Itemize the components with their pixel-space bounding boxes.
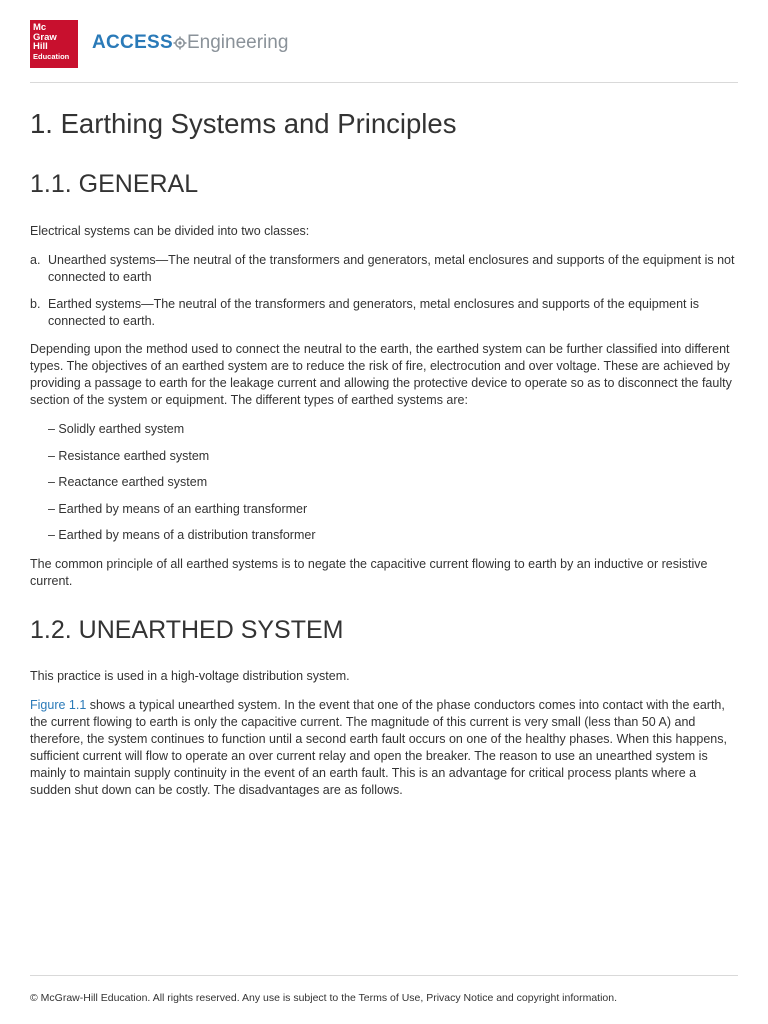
paragraph: Electrical systems can be divided into two classes: xyxy=(30,224,310,238)
logo-line: Hill xyxy=(33,41,48,53)
copyright-footer: © McGraw-Hill Education. All rights reserved. Any use is subject to the Terms of Use, Privacy Notice and copyright information. xyxy=(30,992,618,1004)
list-item: – Earthed by means of a distribution transformer xyxy=(48,528,316,542)
logo-line: Mc xyxy=(33,22,47,33)
footer-divider xyxy=(30,975,738,976)
paragraph: This practice is used in a high-voltage distribution system. xyxy=(30,669,350,683)
figure-link[interactable]: Figure 1.1 xyxy=(30,698,87,712)
list-item: – Solidly earthed system xyxy=(48,422,185,436)
brand-engineering: Engineering xyxy=(186,32,289,53)
paragraph: The common principle of all earthed systems is to negate the capacitive current flowing to earth by an inductive or resistive current. xyxy=(30,557,708,588)
list-item-text: Unearthed systems—The neutral of the transformers and generators, metal enclosures and supports of the equipment is not connected to earth xyxy=(48,253,735,284)
page-header xyxy=(30,20,738,68)
brand-access: ACCESS xyxy=(92,32,173,53)
access-engineering-logo[interactable] xyxy=(92,32,288,54)
paragraph-text: shows a typical unearthed system. In the event that one of the phase conductors comes into contact with the earth, the current flowing to earth is only the capacitive current. The magnitude of this current is very small (less than 50 A) and therefore, the system continues to function until a second earth fault occurs on one of the healthy phases. When this happens, sufficient current will flow to operate an over current relay and open the breaker. The reason to use an unearthed system is mainly to maintain supply continuity in the event of an earth fault. This is an advantage for critical process plants where a sudden shut down can be costly. The disadvantages are as follows. xyxy=(30,698,727,797)
list-item-text: Earthed systems—The neutral of the transformers and generators, metal enclosures and supports of the equipment is connected to earth. xyxy=(48,297,700,328)
page-title: 1. Earthing Systems and Principles xyxy=(30,108,457,139)
document-body xyxy=(30,104,738,799)
list-item: – Earthed by means of an earthing transformer xyxy=(48,501,308,516)
list-item: – Resistance earthed system xyxy=(48,448,210,463)
list-marker: a. xyxy=(30,253,41,267)
header-divider xyxy=(30,82,738,83)
classes-list xyxy=(30,252,738,330)
list-item: – Reactance earthed system xyxy=(48,475,208,489)
earthed-types-list xyxy=(30,421,738,544)
logo-line: Graw xyxy=(33,31,57,43)
list-marker: b. xyxy=(30,297,41,311)
section-heading-general: 1.1. GENERAL xyxy=(30,170,199,198)
paragraph xyxy=(30,697,738,799)
list-item xyxy=(30,252,738,286)
section-heading-unearthed: 1.2. UNEARTHED SYSTEM xyxy=(30,616,344,644)
list-item xyxy=(30,296,738,330)
mcgraw-hill-logo[interactable] xyxy=(30,20,78,68)
logo-line: Education xyxy=(33,51,70,61)
paragraph: Depending upon the method used to connect the neutral to the earth, the earthed system can be further classified into different types. The objectives of an earthed system are to reduce the risk of fire, electrocution and over voltage. These are achieved by providing a passage to earth for the leakage current and allowing the protective device to operate so as to disconnect the faulty section of the system or equipment. The different types of earthed systems are: xyxy=(30,342,732,407)
gear-icon xyxy=(173,35,187,51)
